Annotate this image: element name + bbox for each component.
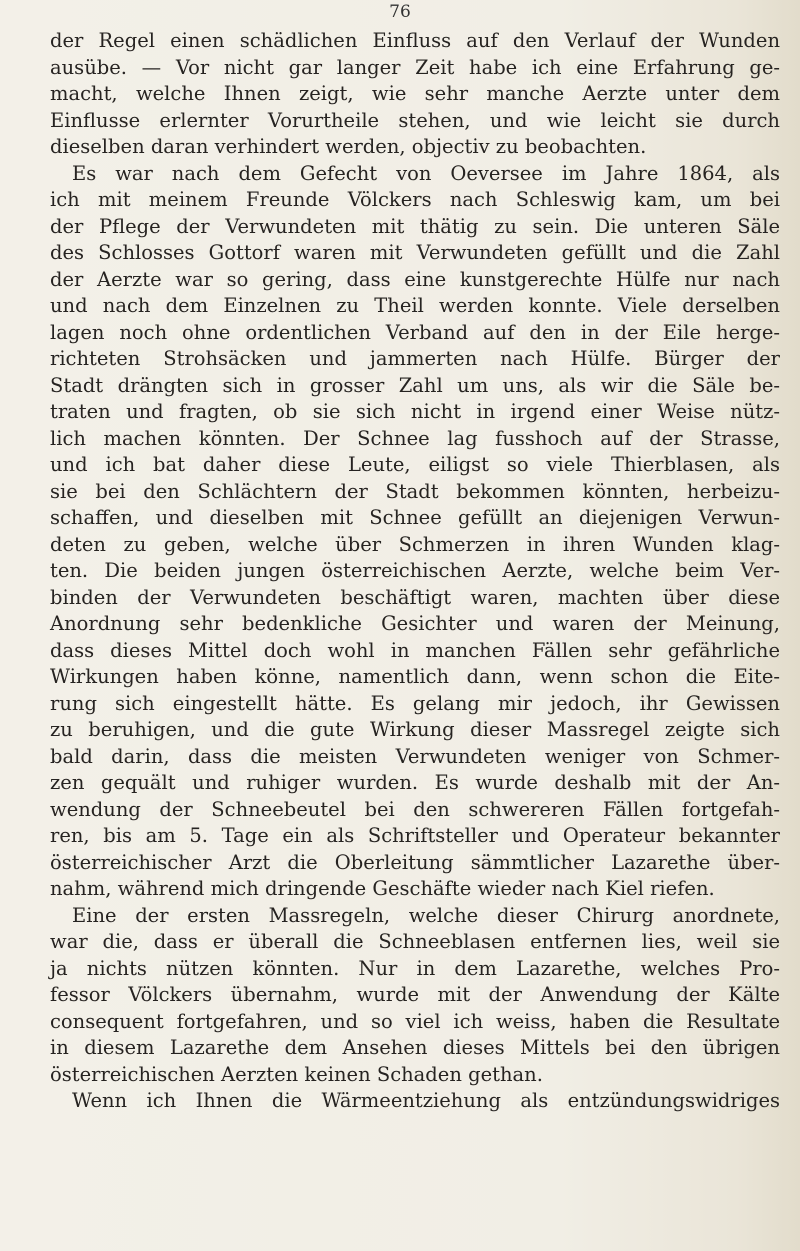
text-line: ich mit meinem Freunde Völckers nach Schleswig kam, um bei — [50, 188, 780, 211]
text-line: sie bei den Schlächtern der Stadt bekommen könnten, herbeizu- — [50, 479, 780, 503]
text-line: traten und fragten, ob sie sich nicht in irgend einer Weise nütz- — [50, 400, 780, 423]
text-line: lagen noch ohne ordentlichen Verband auf den in der Eile herge- — [50, 320, 780, 344]
text-line: schaffen, und dieselben mit Schnee gefüllt an diejenigen Verwun- — [50, 506, 780, 529]
text-line: Einflusse erlernter Vorurtheile stehen, und wie leicht sie durch — [50, 108, 780, 132]
text-line: dass dieses Mittel doch wohl in manchen Fällen sehr gefährliche — [50, 638, 780, 662]
text-line: Anordnung sehr bedenkliche Gesichter und waren der Meinung, — [50, 612, 780, 635]
text-line: richteten Strohsäcken und jammerten nach Hülfe. Bürger der — [50, 347, 780, 370]
text-line: wendung der Schneebeutel bei den schwereren Fällen fortgefah- — [50, 797, 780, 821]
text-line: in diesem Lazarethe dem Ansehen dieses Mittels bei den übrigen — [50, 1036, 780, 1059]
text-line: fessor Völckers übernahm, wurde mit der Anwendung der Kälte — [50, 983, 780, 1006]
text-line: war die, dass er überall die Schneeblasen entfernen lies, weil sie — [50, 930, 780, 953]
text-line: der Aerzte war so gering, dass eine kunstgerechte Hülfe nur nach — [50, 267, 780, 291]
text-line: bald darin, dass die meisten Verwundeten weniger von Schmer- — [50, 744, 780, 768]
text-line: Wirkungen haben könne, namentlich dann, wenn schon die Eite- — [50, 665, 780, 688]
text-line: Eine der ersten Massregeln, welche dieser Chirurg anordnete, — [72, 903, 780, 927]
text-line: und nach dem Einzelnen zu Theil werden konnte. Viele derselben — [50, 294, 780, 317]
text-line: Es war nach dem Gefecht von Oeversee im Jahre 1864, als — [72, 161, 780, 185]
text-line: ren, bis am 5. Tage ein als Schriftsteller und Operateur bekannter — [50, 824, 780, 847]
page-number: 76 — [389, 2, 411, 22]
text-line: ausübe. — Vor nicht gar langer Zeit habe ich eine Erfahrung ge- — [50, 55, 780, 79]
text-line: der Pflege der Verwundeten mit thätig zu sein. Die unteren Säle — [50, 214, 780, 238]
body-text — [50, 28, 780, 1115]
text-line: deten zu geben, welche über Schmerzen in ihren Wunden klag- — [50, 532, 780, 556]
text-line: Stadt drängten sich in grosser Zahl um uns, als wir die Säle be- — [50, 373, 780, 397]
text-line: der Regel einen schädlichen Einfluss auf den Verlauf der Wunden — [50, 29, 780, 52]
text-line: ja nichts nützen könnten. Nur in dem Lazarethe, welches Pro- — [50, 956, 780, 980]
text-line: ten. Die beiden jungen österreichischen Aerzte, welche beim Ver- — [50, 559, 780, 582]
text-line: des Schlosses Gottorf waren mit Verwundeten gefüllt und die Zahl — [50, 241, 780, 264]
text-line: dieselben daran verhindert werden, objectiv zu beobachten. — [50, 135, 647, 158]
text-line: binden der Verwundeten beschäftigt waren, machten über diese — [50, 585, 780, 609]
text-line: rung sich eingestellt hätte. Es gelang mir jedoch, ihr Gewissen — [50, 691, 780, 715]
text-line: lich machen könnten. Der Schnee lag fusshoch auf der Strasse, — [50, 426, 780, 450]
text-line: österreichischer Arzt die Oberleitung sämmtlicher Lazarethe über- — [50, 850, 780, 874]
text-line: macht, welche Ihnen zeigt, wie sehr manche Aerzte unter dem — [50, 82, 780, 105]
text-line: consequent fortgefahren, und so viel ich weiss, haben die Resultate — [50, 1009, 780, 1033]
text-line: Wenn ich Ihnen die Wärmeentziehung als entzündungswidriges — [72, 1089, 780, 1112]
text-line: zen gequält und ruhiger wurden. Es wurde deshalb mit der An- — [50, 771, 780, 794]
text-line: österreichischen Aerzten keinen Schaden gethan. — [50, 1062, 543, 1086]
text-line: nahm, während mich dringende Geschäfte wieder nach Kiel riefen. — [50, 877, 715, 900]
text-line: und ich bat daher diese Leute, eiligst so viele Thierblasen, als — [50, 453, 780, 476]
text-line: zu beruhigen, und die gute Wirkung dieser Massregel zeigte sich — [50, 718, 780, 741]
